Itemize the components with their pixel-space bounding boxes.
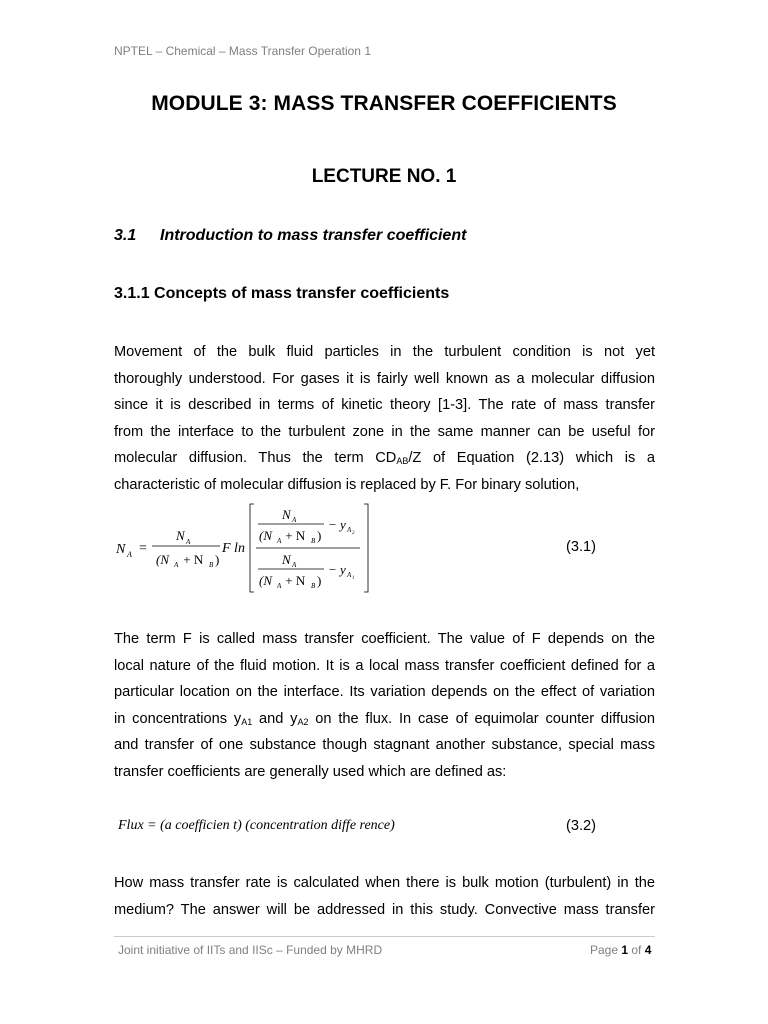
page-current: 1 [621,943,629,957]
paragraph-3 [114,870,655,923]
paragraph-line: and transfer of one substance though stagnant another substance, special mass [114,737,655,753]
text-run: on the flux. In case of equimolar counter diffusion [308,710,656,727]
paragraph-2 [114,626,655,785]
eq-equals: = [139,541,147,556]
footer-credit: Joint initiative of IITs and IISc – Funded by MHRD [118,943,383,957]
eq-inner-den-top-a: (N [259,528,272,543]
paragraph-line: thoroughly understood. For gases it is fairly well known as a molecular diffusion [114,370,655,387]
eq-inner-minus-bot: − y [328,562,346,577]
paragraph-line [114,445,655,472]
eq-inner-den-top-sub1: A [277,537,282,545]
eq-frac-den-plus: + N [180,552,204,567]
page-indicator [590,943,651,957]
text-run: /Z of Equation (2.13) which is a [408,450,655,466]
equation-number-3-2: (3.2) [566,818,597,834]
page-label: Page [590,943,622,957]
paragraph-line: since it is described in terms of kinetic theory [1-3]. The rate of mass transfer [114,397,655,413]
page-of: of [628,943,645,957]
subscript: A1 [241,716,253,727]
page-total: 4 [644,943,652,957]
text-run: and y [252,710,298,727]
paragraph-line: particular location on the interface. Its variation depends on the effect of variation [114,684,655,700]
eq-inner-subsub-top: 2 [352,531,355,536]
eq-inner-num-top-sub: A [292,516,297,524]
eq-frac-num-sub: A [186,538,191,546]
section-heading [114,227,466,245]
paragraph-line: medium? The answer will be addressed in this study. Convective mass transfer [114,901,655,918]
eq-inner-num-bot-sub: A [292,561,297,569]
paragraph-line: characteristic of molecular diffusion is replaced by F. For binary solution, [114,476,580,493]
eq-inner-minus-top: − y [328,517,346,532]
eq-frac-den-sub1: A [174,561,179,569]
paragraph-line: The term F is called mass transfer coefficient. The value of F depends on the [114,631,655,647]
eq-frac-num: N [176,528,185,543]
eq-inner-den-top-sub2: B [311,537,316,545]
text-run: in concentrations y [114,710,242,727]
equation-number-3-1: (3.1) [566,539,597,555]
paragraph-line: transfer coefficients are generally used which are defined as: [114,763,507,780]
paragraph-line: Movement of the bulk fluid particles in the turbulent condition is not yet [114,344,655,360]
eq-lhs: N [116,542,126,557]
paragraph-line: How mass transfer rate is calculated when there is bulk motion (turbulent) in the [114,875,655,891]
eq-inner-num-top: N [282,507,291,522]
equation-3-1 [110,502,410,594]
eq-factor: F ln [222,541,245,556]
eq-inner-den-top-close: ) [317,528,322,543]
eq-inner-den-bot-sub1: A [277,582,282,590]
module-title: MODULE 3: MASS TRANSFER COEFFICIENTS [151,92,617,115]
eq-frac-den-sub2: B [209,561,214,569]
section-number: 3.1 [114,227,137,244]
text-run: molecular diffusion. Thus the term CD [114,450,397,466]
eq-inner-subsub-bot: 1 [352,576,355,581]
eq-inner-num-bot: N [282,552,291,567]
footer-divider [114,936,655,937]
eq-inner-sub-bot: A [347,571,352,579]
subscript: AB [396,456,409,466]
eq-lhs-sub: A [127,550,132,559]
paragraph-line: from the interface to the turbulent zone in the same manner can be useful for [114,423,655,440]
section-title: Introduction to mass transfer coefficient [160,227,467,244]
eq-frac-den-close: ) [215,552,220,567]
eq-inner-den-bot-close: ) [317,573,322,588]
subscript: A2 [297,716,309,727]
eq-inner-den-bot-sub2: B [311,582,316,590]
running-header: NPTEL – Chemical – Mass Transfer Operation 1 [114,44,371,58]
eq-inner-sub-top: A [347,526,352,534]
eq-inner-den-bot-a: (N [259,573,272,588]
paragraph-line: local nature of the fluid motion. It is a local mass transfer coefficient defined for a [114,657,655,674]
eq-frac-den-a: (N [156,552,169,567]
paragraph-1 [114,339,655,498]
eq-inner-den-top-plus: + N [282,528,306,543]
eq-inner-den-bot-plus: + N [282,573,306,588]
equation-3-2: Flux = (a coefficien t) (concentration diffe rence) [118,818,395,833]
subsection-heading: 3.1.1 Concepts of mass transfer coefficients [114,285,450,302]
paragraph-line [114,706,655,733]
lecture-title: LECTURE NO. 1 [311,166,457,187]
